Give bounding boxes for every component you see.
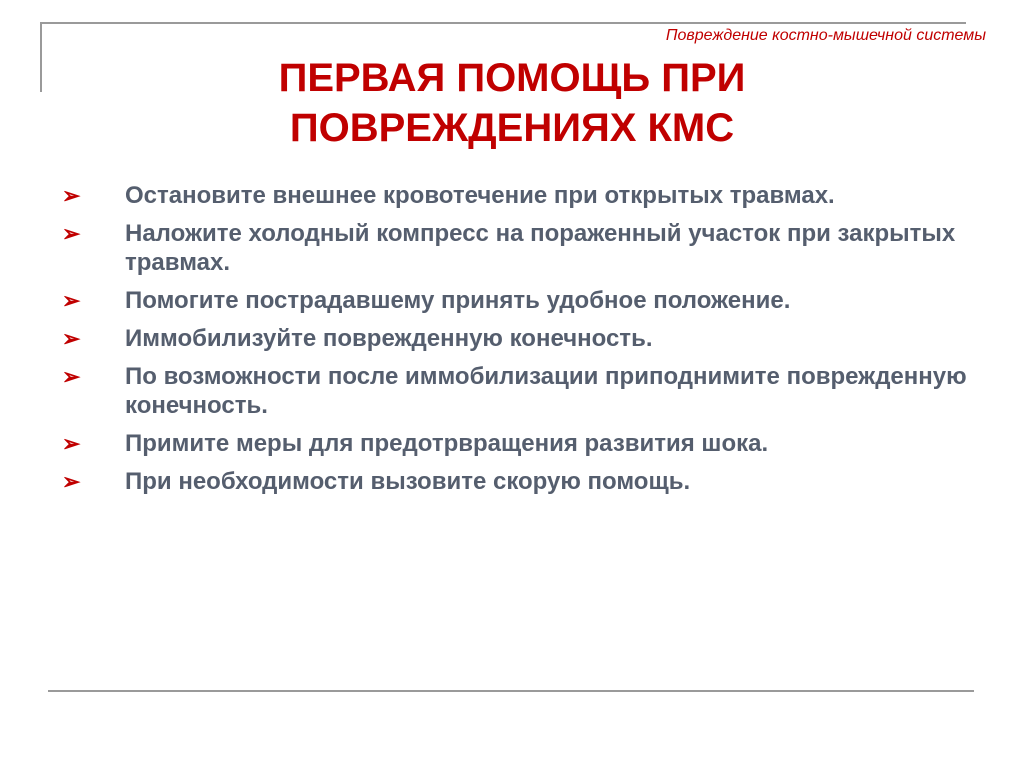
list-item: [62, 181, 982, 210]
list-item-text: При необходимости вызовите скорую помощь.: [125, 468, 691, 495]
list-item: [62, 429, 982, 458]
title-line-2: ПОВРЕЖДЕНИЯХ КМС: [289, 106, 735, 150]
chevron-right-arrow-icon: ➢: [62, 221, 81, 246]
left-divider-line: [40, 22, 42, 92]
chevron-right-arrow-icon: ➢: [62, 469, 81, 494]
list-item: [62, 324, 982, 353]
list-item-text: Наложите холодный компресс на пораженный участок при закрытых травмах.: [125, 220, 956, 276]
title-line-1: ПЕРВАЯ ПОМОЩЬ ПРИ: [278, 56, 746, 100]
chevron-right-arrow-icon: ➢: [62, 364, 81, 389]
bullet-list: [62, 181, 982, 505]
list-item-text: Остановите внешнее кровотечение при открытых травмах.: [125, 182, 835, 209]
chevron-right-arrow-icon: ➢: [62, 183, 81, 208]
chevron-right-arrow-icon: ➢: [62, 431, 81, 456]
list-item-text: Примите меры для предотрвращения развития шока.: [125, 430, 769, 457]
list-item-text: По возможности после иммобилизации приподнимите поврежденную конечность.: [125, 363, 967, 419]
chevron-right-arrow-icon: ➢: [62, 288, 81, 313]
list-item-text: Помогите пострадавшему принять удобное положение.: [125, 287, 791, 314]
top-divider-line: [40, 22, 966, 24]
header-caption: Повреждение костно-мышечной системы: [665, 27, 986, 44]
chevron-right-arrow-icon: ➢: [62, 326, 81, 351]
list-item-text: Иммобилизуйте поврежденную конечность.: [125, 325, 653, 352]
slide-title: [120, 53, 904, 153]
list-item: [62, 286, 982, 315]
list-item: [62, 219, 982, 277]
list-item: [62, 362, 982, 420]
list-item: [62, 467, 982, 496]
bottom-divider-line: [48, 690, 974, 692]
